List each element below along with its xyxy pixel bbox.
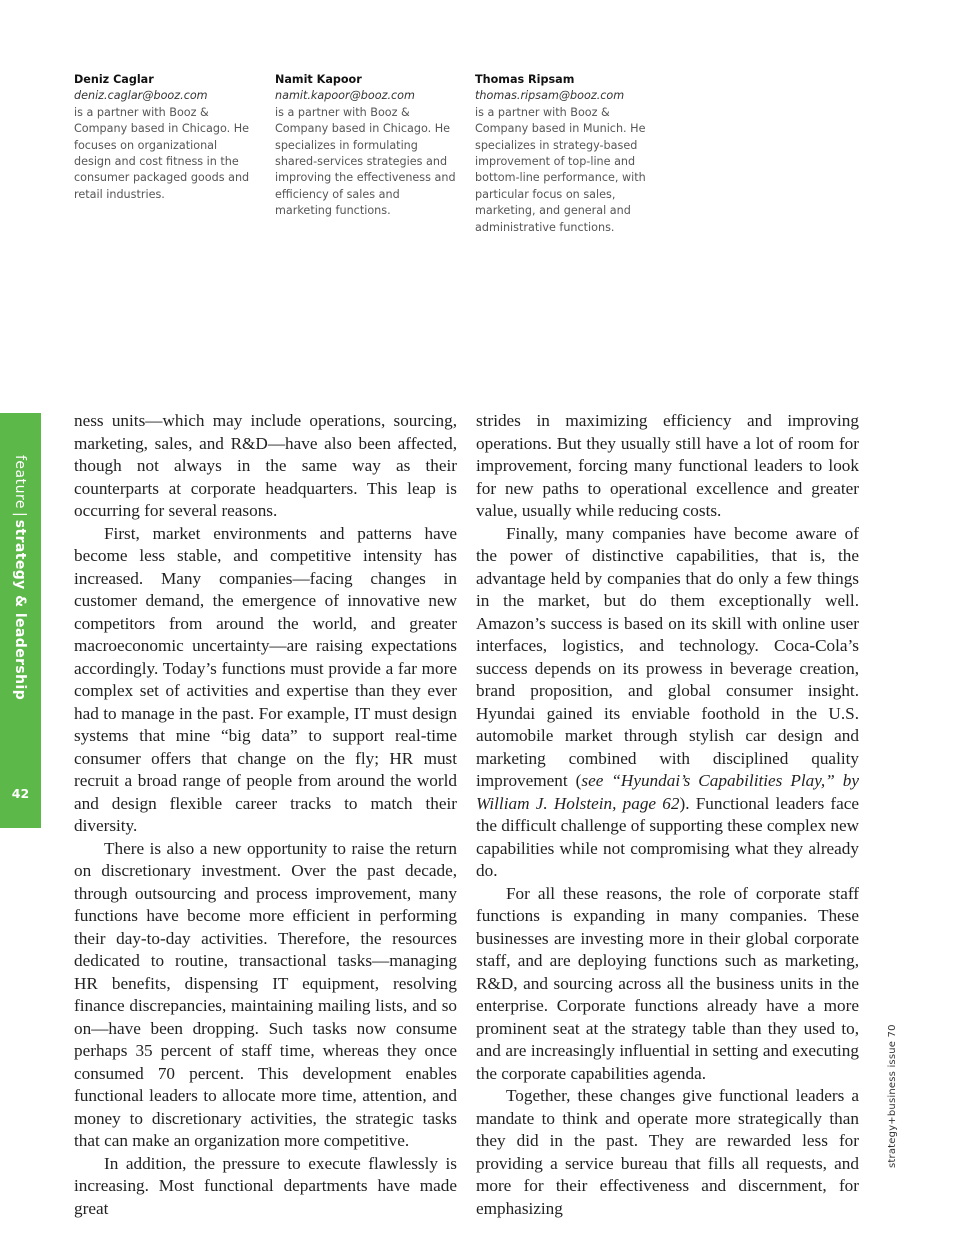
cross-reference: see “Hyundai’s Capabilities Play,” by William J. Holstein, page 62 (476, 771, 859, 813)
rubric-separator: | (12, 512, 28, 517)
author-email[interactable]: namit.kapoor@booz.com (275, 89, 415, 103)
paragraph-text: ). Functional leaders face the difficult challenge of supporting these complex new capabilities while not compromising what they already do. (476, 793, 859, 880)
paragraph: In addition, the pressure to execute flawlessly is increasing. Most functional departments have made great (74, 1153, 457, 1218)
author-name: Deniz Caglar (74, 73, 154, 86)
author-email[interactable]: deniz.caglar@booz.com (74, 89, 208, 103)
author-email[interactable]: thomas.ripsam@booz.com (475, 89, 625, 103)
paragraph: ness units—which may include operations, sourcing, marketing, sales, and R&D—have also been affected, though not always in the same way as their counterparts at corporate headquarters. This leap is occurring for several reasons. (74, 411, 457, 520)
author-bio-namit-kapoor (275, 72, 457, 220)
paragraph-text: Finally, many companies have become aware of the power of distinctive capabilities, that is, the advantage held by companies that do only a few things in the market, but do them exceptionally well. Amazon’s success is based on its skill with online user interfaces, logistics, and technology. Coca-Cola’s success depends on its prowess in beverage creation, brand proposition, and global consumer insight. Hyundai gained its enviable foothold in the U.S. automobile market through stylish car design and marketing combined with disciplined quality improvement ( (476, 523, 859, 790)
author-name: Thomas Ripsam (475, 73, 575, 86)
author-description: is a partner with Booz & Company based in Munich. He specializes in strategy-based improvement of top-line and bottom-line performance, with particular focus on sales, marketing, and general and administrative functions. (475, 105, 646, 234)
section-rubric (12, 455, 28, 700)
author-name: Namit Kapoor (275, 73, 362, 86)
paragraph: First, market environments and patterns have become less stable, and competitive intensity has increased. Many companies—facing changes in customer demand, the emergence of innovative new competitors from around the world, and greater macroeconomic uncertainty—are raising expectations accordingly. Today’s functions must provide a far more complex set of activities and expertise than they ever had to manage in the past. For example, IT must design systems that mine “big data” to support real-time consumer offers that change on the fly; HR must recruit a broad range of people from around the world and design flexible career tracks to match their diversity. (74, 523, 457, 835)
rubric-section-title: strategy & leadership (12, 519, 28, 701)
page-number: 42 (11, 786, 30, 801)
paragraph: strides in maximizing efficiency and improving operations. But they usually still have a lot of room for improvement, forcing many functional leaders to look for new paths to operational excellence and greater value, usually while reducing costs. (476, 411, 859, 520)
author-bio-thomas-ripsam (475, 72, 657, 236)
publication-footer: strategy+business issue 70 (887, 1024, 898, 1168)
paragraph: There is also a new opportunity to raise the return on discretionary investment. Over the past decade, through outsourcing and process improvement, many functions have become more efficient in performing their day-to-day activities. Therefore, the resources dedicated to routine, transactional tasks—managing HR benefits, dispensing IT equipment, resolving finance discrepancies, maintaining mailing lists, and so on—have been dropping. Such tasks now consume perhaps 35 percent of staff time, whereas they once consumed 70 percent. This development enables functional leaders to allocate more time, attention, and money to discretionary activities, the strategic tasks that can make an organization more competitive. (74, 838, 457, 1150)
author-description: is a partner with Booz & Company based in Chicago. He specializes in formulating shared-services strategies and improving the effectiveness and efficiency of sales and marketing functions. (275, 105, 456, 218)
body-column-left (74, 410, 457, 1220)
paragraph (476, 523, 859, 883)
author-bio-deniz-caglar (74, 72, 256, 203)
body-column-right (476, 410, 859, 1220)
paragraph: Together, these changes give functional leaders a mandate to think and operate more strategically than they did in the past. They are rewarded less for providing a service bureau that fills all requests, and more for their effectiveness and discernment, for emphasizing (476, 1086, 859, 1218)
rubric-feature: feature (12, 455, 28, 510)
author-description: is a partner with Booz & Company based in Chicago. He focuses on organizational design and cost fitness in the consumer packaged goods and retail industries. (74, 105, 250, 201)
paragraph: For all these reasons, the role of corporate staff functions is expanding in many companies. These businesses are investing more in their global corporate staff, and are deploying functions such as marketing, R&D, and sourcing across all the business units in the enterprise. Corporate functions already have a more prominent seat at the strategy table than they used to, and are increasingly influential in setting and executing the corporate capabilities agenda. (476, 883, 859, 1083)
